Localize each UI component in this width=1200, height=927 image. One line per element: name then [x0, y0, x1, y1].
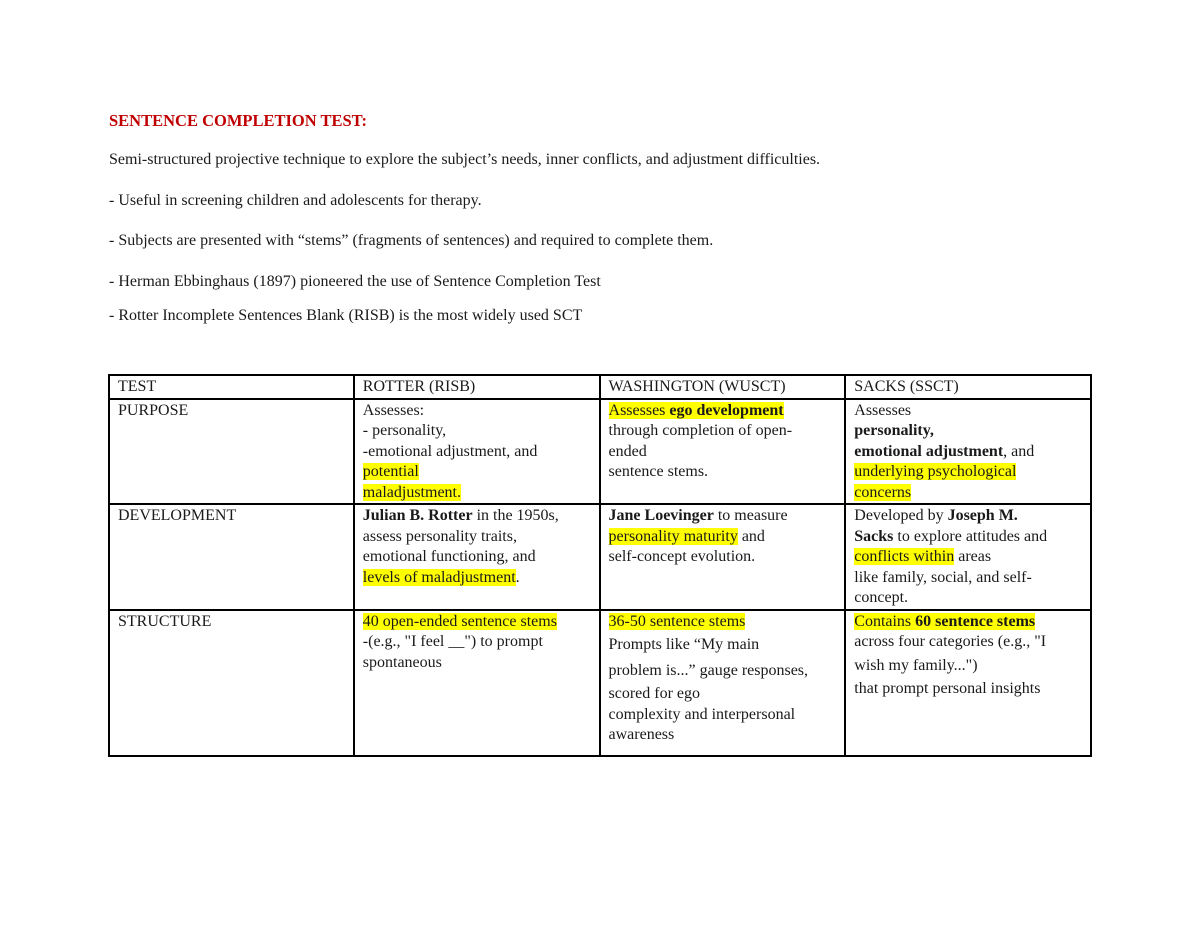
highlighted-text: maladjustment. [362, 483, 461, 501]
header-cell: TEST [109, 375, 354, 399]
table-cell [354, 610, 600, 756]
cell-text: like family, social, and self- [854, 568, 1032, 586]
cell-text: wish my family...") [854, 656, 978, 674]
cell-text: across four categories (e.g., "I [854, 633, 1047, 650]
table-cell [845, 399, 1091, 505]
table-cell [354, 399, 600, 505]
intro-line: Semi-structured projective technique to explore the subject’s needs, inner conflicts, and adjustment difficulties. [109, 151, 821, 168]
cell-text: through completion of open- [608, 422, 793, 439]
bold-text: Julian B. Rotter [362, 507, 473, 524]
table-cell [600, 504, 846, 610]
highlighted-text: Contains [854, 612, 916, 630]
cell-text: - personality, [362, 422, 447, 439]
bold-text: emotional adjustment [854, 442, 1004, 460]
cell-text: ended [608, 442, 647, 460]
bullet-line: - Herman Ebbinghaus (1897) pioneered the use of Sentence Completion Test [109, 273, 601, 290]
highlighted-bold-text: ego development [669, 401, 784, 419]
cell-text: Prompts like “My main [608, 636, 760, 653]
cell-text: in the 1950s, [472, 507, 559, 524]
table-cell [845, 610, 1091, 756]
bold-text: personality, [854, 422, 934, 439]
highlighted-text: personality maturity [608, 527, 738, 545]
highlighted-text: 40 open-ended sentence stems [362, 612, 557, 630]
cell-text: . [515, 568, 520, 586]
table-cell [354, 504, 600, 610]
cell-text: to explore attitudes and [893, 527, 1048, 545]
table-header-row [109, 375, 1091, 399]
cell-text: complexity and interpersonal [608, 705, 796, 723]
row-label: STRUCTURE [109, 610, 354, 756]
header-cell: WASHINGTON (WUSCT) [600, 375, 846, 399]
cell-text: spontaneous [362, 653, 442, 671]
highlighted-text: 36-50 sentence stems [608, 612, 746, 630]
bullet-line: - Rotter Incomplete Sentences Blank (RISB) is the most widely used SCT [109, 307, 583, 324]
cell-text: awareness [608, 726, 675, 743]
highlighted-bold-text: 60 sentence stems [915, 612, 1036, 630]
highlighted-text: underlying psychological [854, 463, 1017, 480]
bullet-line: - Subjects are presented with “stems” (fragments of sentences) and required to complete them. [109, 232, 714, 249]
row-label: DEVELOPMENT [109, 504, 354, 610]
cell-text: assess personality traits, [362, 527, 517, 545]
cell-text: sentence stems. [608, 463, 709, 480]
highlighted-text: conflicts within [854, 548, 955, 565]
table-row [109, 504, 1091, 610]
bold-text: Sacks [854, 527, 894, 545]
highlighted-text: Assesses [608, 401, 670, 419]
bullet-line: - Useful in screening children and adolescents for therapy. [109, 192, 482, 209]
cell-text: self-concept evolution. [608, 548, 756, 565]
cell-text: Assesses [854, 401, 912, 419]
highlighted-text: potential [362, 463, 419, 480]
cell-text: -(e.g., "I feel __") to prompt [362, 633, 543, 650]
cell-text: and [737, 527, 765, 545]
table-row [109, 399, 1091, 505]
cell-text: emotional functioning, and [362, 548, 536, 565]
cell-text: that prompt personal insights [854, 679, 1041, 697]
highlighted-text: concerns [854, 483, 912, 501]
cell-text: scored for ego [608, 685, 701, 702]
bold-text: Jane Loevinger [608, 507, 714, 524]
header-cell: SACKS (SSCT) [845, 375, 1091, 399]
table-cell [600, 399, 846, 505]
cell-text: concept. [854, 589, 909, 606]
cell-text: -emotional adjustment, and [362, 442, 538, 460]
cell-text: Assesses: [362, 401, 425, 419]
cell-text: to measure [713, 507, 788, 524]
table-cell [600, 610, 846, 756]
cell-text: , and [1003, 442, 1035, 460]
bold-text: Joseph M. [947, 507, 1018, 524]
document-title: SENTENCE COMPLETION TEST: [109, 111, 367, 130]
header-cell: ROTTER (RISB) [354, 375, 600, 399]
row-label: PURPOSE [109, 399, 354, 505]
table-row [109, 610, 1091, 756]
cell-text: problem is...” gauge responses, [608, 662, 809, 679]
table-cell [845, 504, 1091, 610]
cell-text: areas [954, 548, 992, 565]
cell-text: Developed by [854, 507, 948, 524]
comparison-table [108, 374, 1092, 757]
highlighted-text: levels of maladjustment [362, 568, 516, 586]
